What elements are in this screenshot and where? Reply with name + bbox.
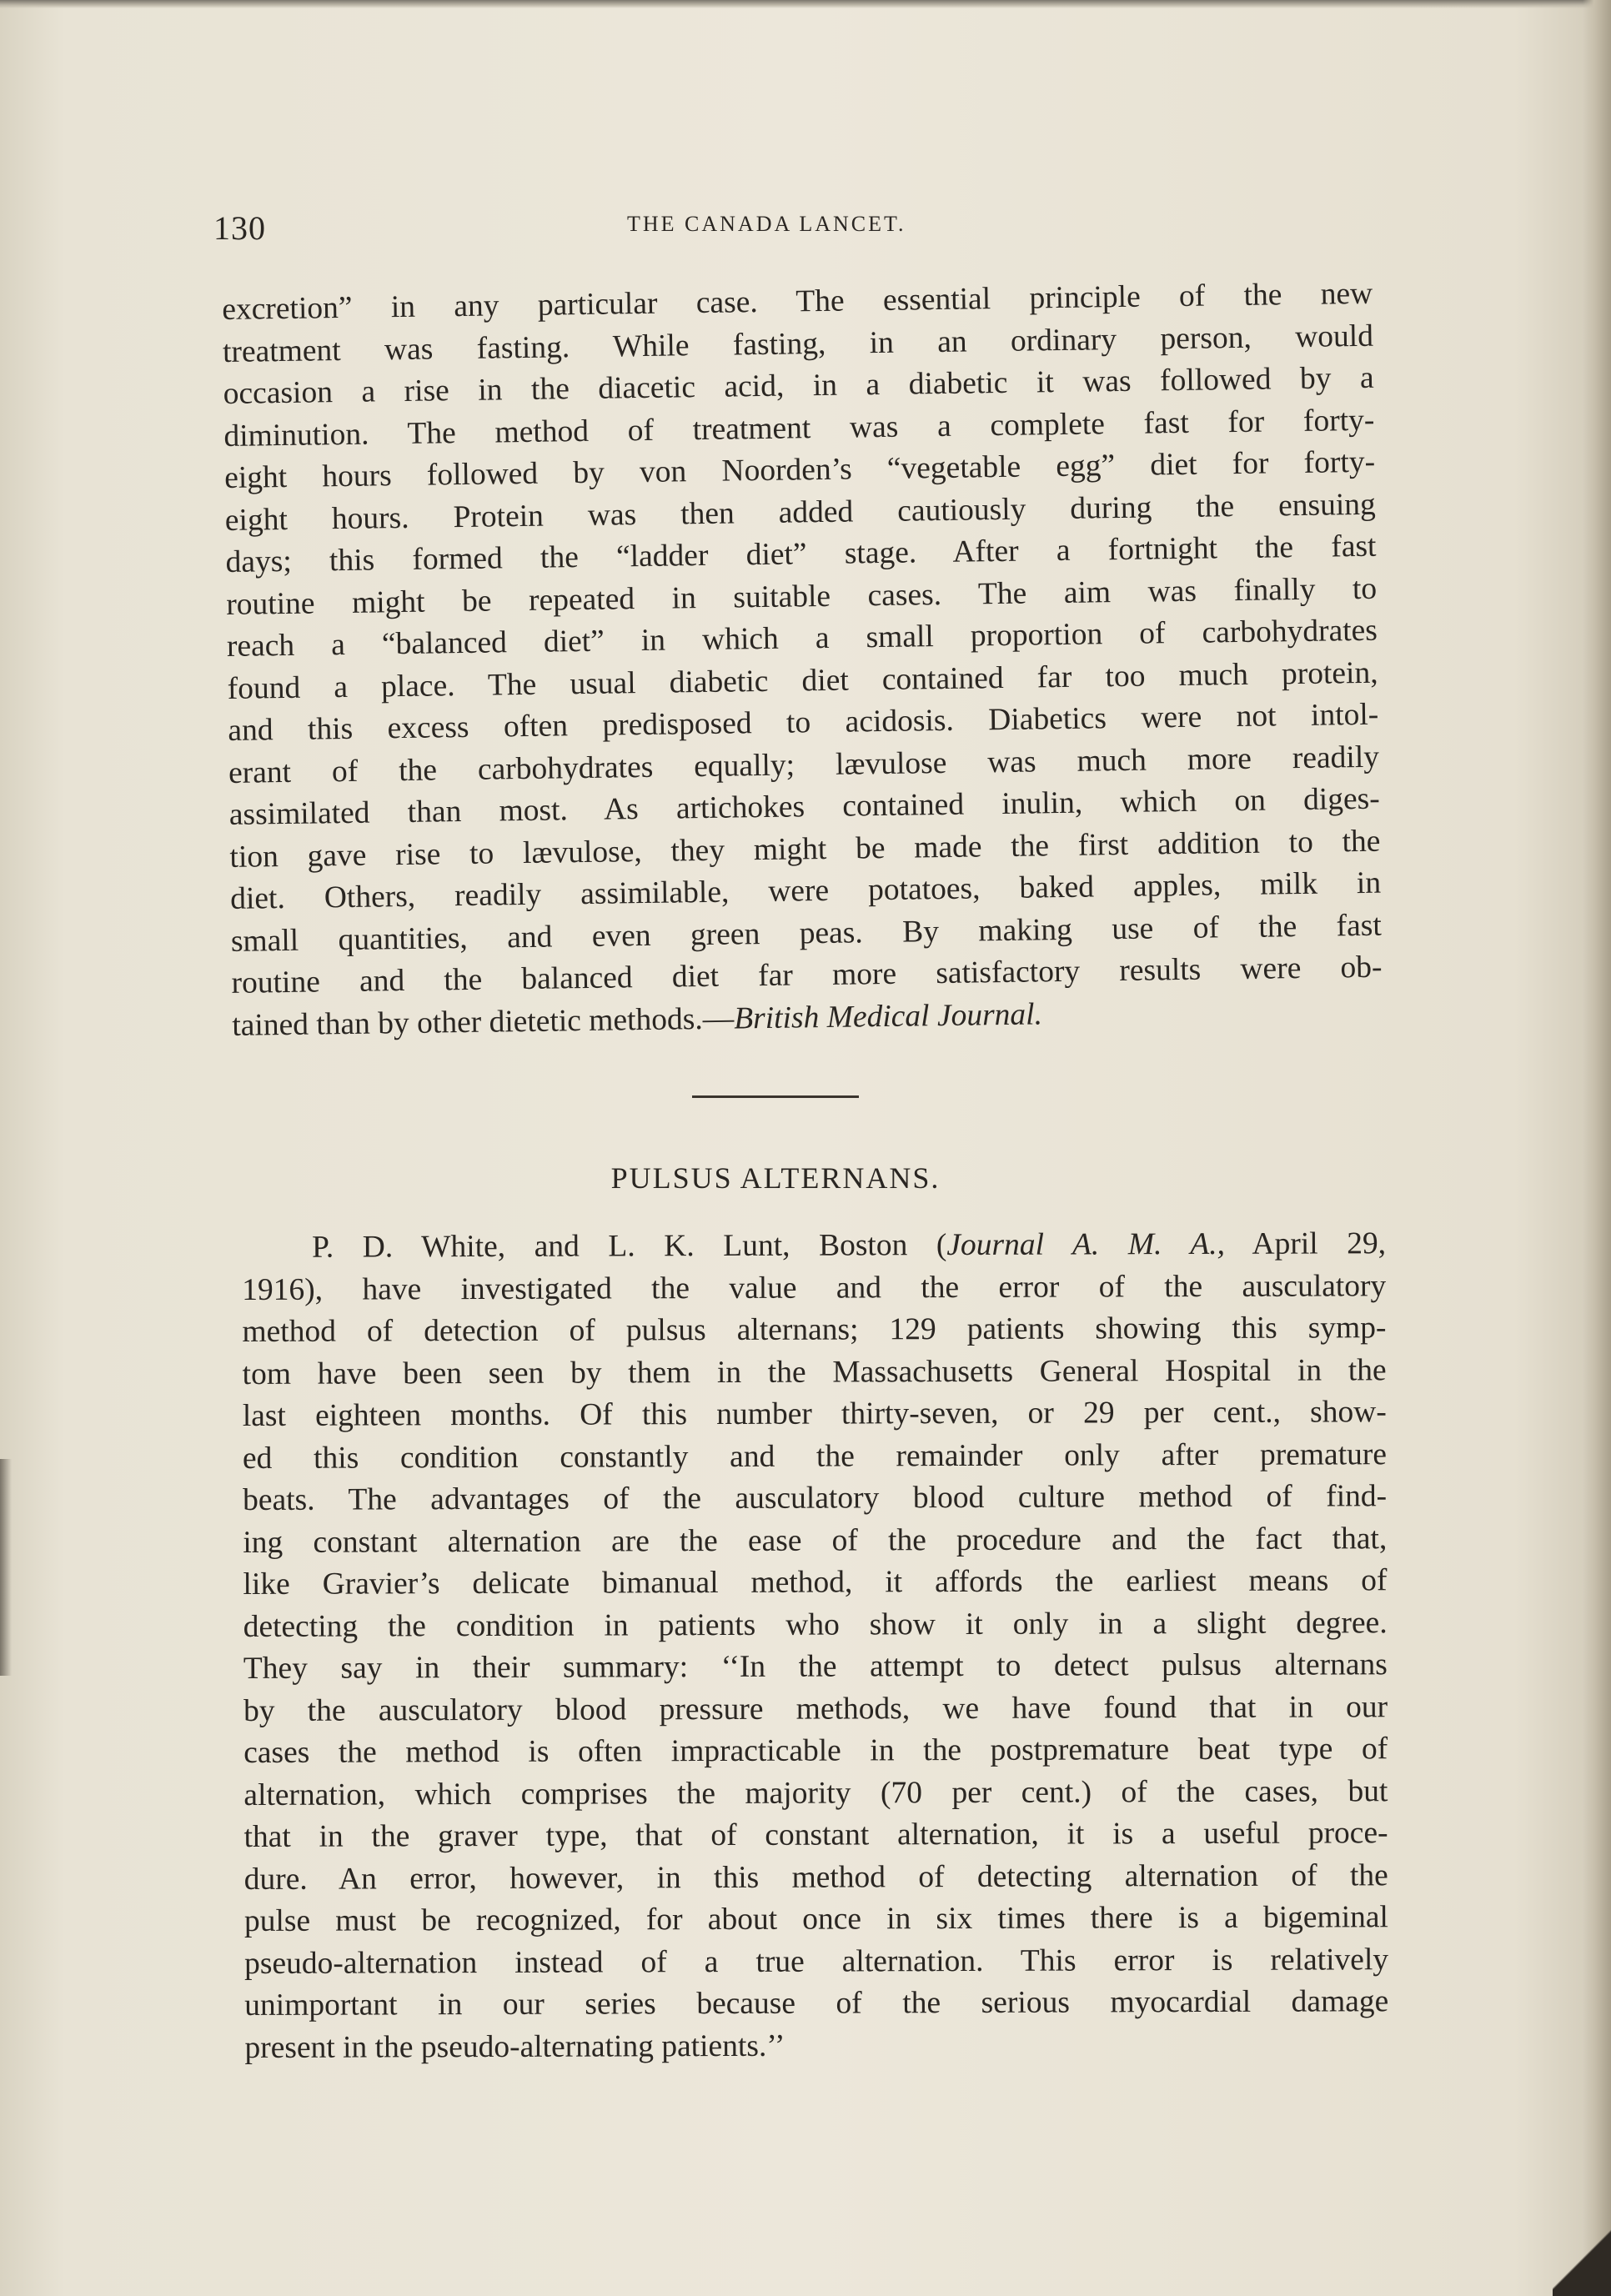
text-line: small quantities, and even green peas. By making use of the fast <box>230 908 1383 959</box>
text-line: last eighteen months. Of this number thirty-seven, or 29 per cent., show- <box>242 1395 1387 1433</box>
article-title: PULSUS ALTERNANS. <box>610 1161 941 1195</box>
last-line-text: tained than by other dietetic methods.— <box>232 1001 735 1043</box>
text-line: routine and the balanced diet far more satisfactory results were ob- <box>231 950 1383 1000</box>
page-header <box>213 208 1381 258</box>
running-title: THE CANADA LANCET. <box>627 212 906 236</box>
text-line: detecting the condition in patients who show it only in a slight degree. <box>243 1605 1388 1644</box>
text-line: method of detection of pulsus alternans; 129 patients showing this symp- <box>242 1311 1387 1349</box>
journal-citation: Journal A. M. A., <box>946 1226 1226 1263</box>
text-line: They say in their summary: ‘‘In the attempt to detect pulsus alternans <box>243 1647 1388 1686</box>
source-citation: British Medical Journal. <box>733 996 1043 1036</box>
text-line: occasion a rise in the diacetic acid, in a diabetic it was followed by a <box>223 360 1374 411</box>
text-line: treatment was fasting. While fasting, in an ordinary person, would <box>222 318 1374 369</box>
text-line: routine might be repeated in suitable cases. The aim was finally to <box>225 571 1378 622</box>
text-line: dure. An error, however, in this method of detecting alternation of the <box>243 1857 1388 1897</box>
text-line: found a place. The usual diabetic diet contained far too much protein, <box>227 655 1378 706</box>
text-line: cases the method is often impracticable in the postpremature beat type of <box>243 1732 1388 1770</box>
page-right-edge <box>1583 0 1611 2296</box>
text-line: diminution. The method of treatment was a complete fast for forty- <box>223 403 1375 454</box>
text-line: unimportant in our series because of the serious myocardial damage <box>244 1984 1389 2023</box>
text-line-last: present in the pseudo-alternating patients.’’ <box>244 2028 785 2065</box>
text-line: that in the graver type, that of constant alternation, it is a useful proce- <box>243 1816 1388 1854</box>
text-line: and this excess often predisposed to acidosis. Diabetics were not intol- <box>228 697 1379 748</box>
page-binding-shadow <box>0 1459 12 1676</box>
text-line: pseudo-alternation instead of a true alternation. This error is relatively <box>244 1942 1389 1981</box>
text-line: like Gravier’s delicate bimanual method, it affords the earliest means of <box>243 1563 1388 1602</box>
text-line: days; this formed the “ladder diet” stage. After a fortnight the fast <box>225 529 1377 579</box>
text-line: diet. Others, readily assimilable, were potatoes, baked apples, milk in <box>229 865 1382 916</box>
page-number: 130 <box>213 209 266 247</box>
text-line: pulse must be recognized, for about once in six times there is a bigeminal <box>243 1900 1388 1938</box>
text-line: erant of the carbohydrates equally; lævulose was much more readily <box>228 739 1380 790</box>
first-line-post: April 29, <box>1224 1226 1387 1261</box>
first-line-pre: P. D. White, and L. K. Lunt, Boston ( <box>312 1228 947 1265</box>
text-line: eight hours followed by von Noorden’s “vegetable egg” diet for forty- <box>223 444 1376 495</box>
text-line: beats. The advantages of the ausculatory blood culture method of find- <box>243 1479 1388 1517</box>
text-line: tion gave rise to lævulose, they might be made the first addition to the <box>229 824 1381 875</box>
article-diabetes-text <box>222 273 1383 1047</box>
text-line: ing constant alternation are the ease of the procedure and the fact that, <box>243 1521 1388 1560</box>
text-line: alternation, which comprises the majority (70 per cent.) of the cases, but <box>243 1773 1388 1812</box>
text-line: 1916), have investigated the value and the error of the ausculatory <box>242 1268 1387 1307</box>
text-line: tom have been seen by them in the Massachusetts General Hospital in the <box>242 1352 1387 1391</box>
text-line-first <box>242 1223 1386 1269</box>
article-pulsus-text <box>242 1223 1389 2069</box>
text-line: eight hours. Protein was then added cautiously during the ensuing <box>224 487 1377 538</box>
section-divider <box>692 1095 859 1098</box>
text-line: ed this condition constantly and the remainder only after premature <box>242 1436 1388 1476</box>
text-line: reach a “balanced diet” in which a small proportion of carbohydrates <box>226 613 1378 664</box>
text-line: excretion” in any particular case. The essential principle of the new <box>222 276 1373 327</box>
page-top-edge <box>0 0 1611 8</box>
page-corner <box>1553 2221 1611 2296</box>
text-line: assimilated than most. As artichokes contained inulin, which on diges- <box>228 781 1380 832</box>
text-line: by the ausculatory blood pressure methods, we have found that in our <box>243 1689 1388 1728</box>
